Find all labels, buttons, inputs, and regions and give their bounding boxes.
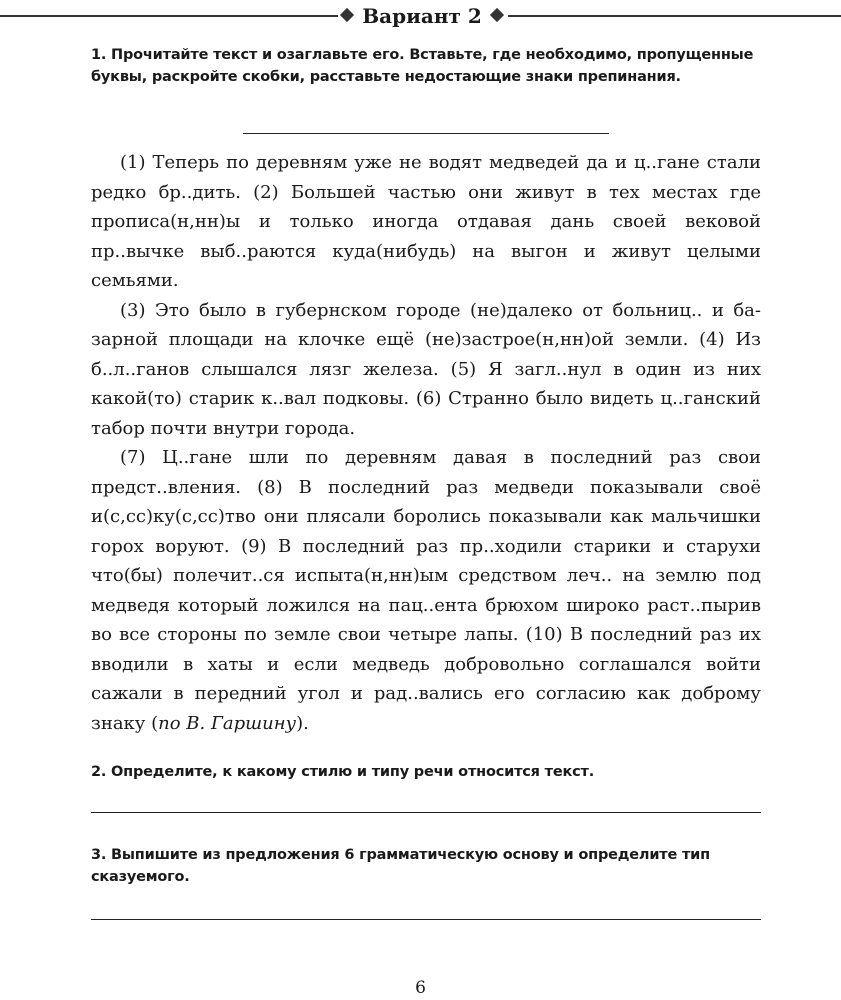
task-2-answer-line — [91, 812, 761, 813]
header-rule-left — [0, 15, 338, 17]
task-3-answer-line — [91, 919, 761, 920]
passage-paragraph-3-text: (7) Ц..гане шли по деревням давая в последний раз свои предст..вления. (8) В последний раз медведи показывали своё и(с,сс)ку(с,сс)тво они плясали боролись показывали как мальчишки горох воруют. (9) В последний раз пр..ходили старики и старухи что(бы) полечит..ся испыта(н,нн)ым средством леч.. на землю под медведя который ложился на пац..ента брюхом широко раст..пырив во все стороны по земле свои четыре лапы. (10) В последний раз их вводили в хаты и если медведь добровольно соглашался войти сажали в передний угол и рад..вались его согласию как доброму знаку ( — [91, 447, 761, 734]
passage-paragraph-2: (3) Это было в губернском городе (не)далеко от больниц.. и базарной площади на клочке ещё (не)застрое(н,нн)ой земли. (4) Из б..л..ганов слышался лязг железа. (5) Я загл..нул в один из них какой(то) старик к..вал подковы. (6) Странно было видеть ц..ганский табор почти внутри города. — [91, 299, 761, 439]
diamond-ornament-icon — [490, 8, 504, 22]
passage-paragraph-3 — [91, 443, 761, 738]
passage-paragraph-3-end: ). — [296, 712, 309, 734]
task-3-instruction: 3. Выпишите из предложения 6 грамматическую основу и определите тип сказуемого. — [91, 847, 710, 885]
variant-header — [0, 0, 841, 34]
task-2-instruction: 2. Определите, к какому стилю и типу речи относится текст. — [91, 764, 595, 780]
task-1-instruction: 1. Прочитайте текст и озаглавьте его. Вставьте, где необходимо, пропущенные буквы, раскройте скобки, расставьте недостающие знаки препинания. — [91, 47, 754, 85]
title-answer-line — [243, 133, 609, 134]
passage-author: по В. Гаршину — [158, 712, 297, 734]
passage-paragraph-1: (1) Теперь по деревням уже не водят медведей да и ц..гане стали редко бр..дить. (2) Большей частью они живут в тех местах где прописа(н,нн)ы и только иногда отдавая дань своей вековой пр..вычке выб..раются куда(нибудь) на выгон и живут целыми семьями. — [91, 152, 761, 291]
diamond-ornament-icon — [340, 8, 354, 22]
header-rule-right — [508, 15, 841, 17]
exercise-passage — [91, 148, 761, 738]
page-number: 6 — [415, 978, 426, 998]
variant-title: Вариант 2 — [362, 4, 482, 28]
